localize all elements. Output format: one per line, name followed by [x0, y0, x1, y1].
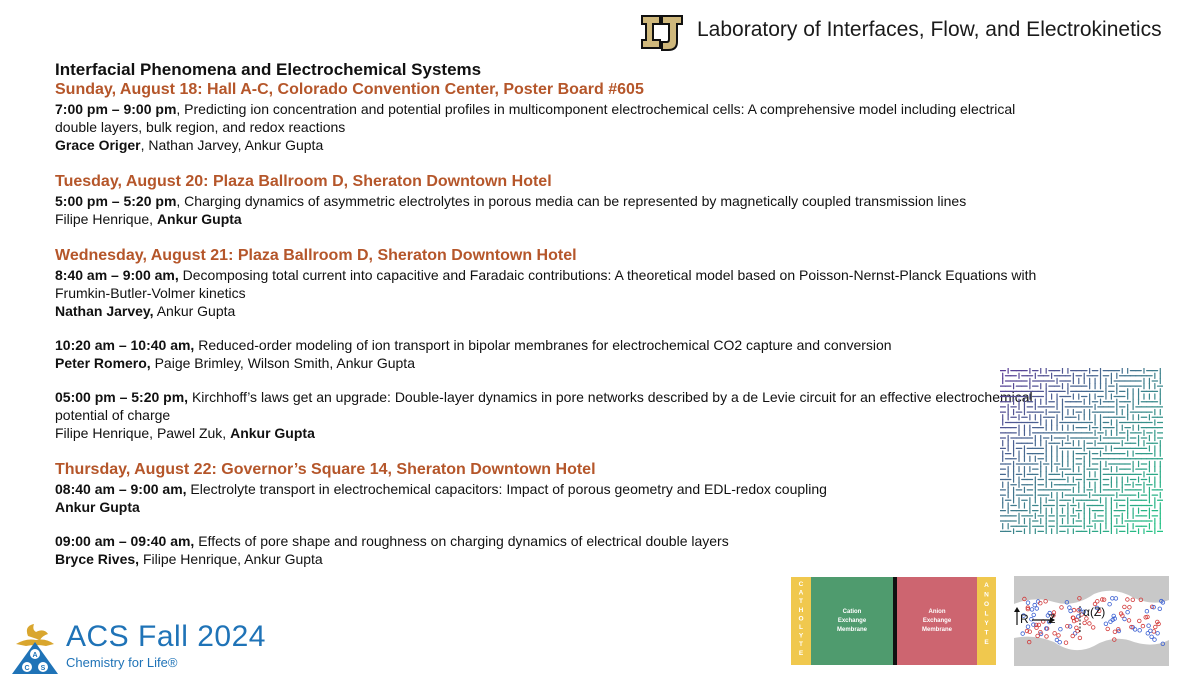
anion-label-3: Membrane	[921, 627, 953, 633]
talk-title: Decomposing total current into capacitive and Faradaic contributions: A theoretical model based on Poisson-Nernst-Planck Equations with Frumkin-Butler-Volmer kinetics	[55, 267, 1037, 301]
talk-authors	[55, 424, 1055, 442]
coauthors: Filipe Henrique, Ankur Gupta	[139, 551, 323, 567]
talk-authors	[55, 302, 1055, 320]
talk-title: , Predicting ion concentration and potential profiles in multicomponent electrochemical cells: A comprehensive model including electrical double layers, bulk region, and redox reactions	[55, 101, 1016, 135]
coauthors: Ankur Gupta	[153, 303, 236, 319]
talk-authors	[55, 210, 1055, 228]
z-label: Z	[1048, 612, 1056, 626]
coauthors: Paige Brimley, Wilson Smith, Ankur Gupta	[150, 355, 415, 371]
talk-title: Effects of pore shape and roughness on charging dynamics of electrical double layers	[194, 533, 729, 549]
talk-sunday-1	[55, 100, 1055, 136]
anolyte-label: A N O L Y T E	[983, 582, 990, 646]
talk-time: 08:40 am – 9:00 am,	[55, 481, 187, 497]
bipolar-membrane-figure	[791, 577, 996, 665]
talk-wednesday-3	[55, 388, 1055, 424]
talk-authors	[55, 354, 1055, 372]
talk-time: 8:40 am – 9:00 am,	[55, 267, 179, 283]
talk-wednesday-2	[55, 336, 1055, 354]
cation-label-3: Membrane	[836, 627, 868, 633]
alpha-label: α(Z)	[1083, 605, 1106, 619]
talk-time: 09:00 am – 09:40 am,	[55, 533, 195, 549]
cation-label-2: Exchange	[837, 618, 867, 624]
talk-title: Electrolyte transport in electrochemical capacitors: Impact of porous geometry and EDL-redox coupling	[186, 481, 827, 497]
cation-label-1: Cation	[842, 609, 862, 615]
acs-event-title: ACS Fall 2024	[66, 620, 266, 653]
talk-time: 5:00 pm – 5:20 pm	[55, 193, 177, 209]
presenter: Ankur Gupta	[156, 211, 242, 227]
anion-label-2: Exchange	[922, 618, 952, 624]
talk-tuesday-1	[55, 192, 1055, 210]
schedule	[55, 59, 1055, 568]
presenter: Peter Romero,	[55, 355, 151, 371]
day-heading-wednesday: Wednesday, August 21: Plaza Ballroom D, Sheraton Downtown Hotel	[55, 247, 577, 264]
talk-authors	[55, 498, 1055, 516]
acs-logo-icon	[6, 622, 64, 678]
presenter: Grace Origer	[55, 137, 141, 153]
session-title: Interfacial Phenomena and Electrochemical Systems	[55, 60, 482, 79]
talk-wednesday-1	[55, 266, 1055, 302]
acs-tagline: Chemistry for Life®	[66, 655, 178, 670]
talk-time: 05:00 pm – 5:20 pm,	[55, 389, 189, 405]
talk-title: Kirchhoff’s laws get an upgrade: Double-layer dynamics in pore networks described by a de Levie circuit for an effective electrochemical potential of charge	[55, 389, 1033, 423]
cu-buffaloes-logo-icon	[640, 12, 684, 52]
talk-title: , Charging dynamics of asymmetric electrolytes in porous media can be represented by magnetically coupled transmission lines	[176, 193, 967, 209]
coauthors: Filipe Henrique, Pawel Zuk,	[55, 425, 231, 441]
presenter: Nathan Jarvey,	[55, 303, 154, 319]
day-heading-tuesday: Tuesday, August 20: Plaza Ballroom D, Sheraton Downtown Hotel	[55, 173, 552, 190]
talk-time: 7:00 pm – 9:00 pm	[55, 101, 177, 117]
membrane-junction	[893, 577, 897, 665]
talk-title: Reduced-order modeling of ion transport in bipolar membranes for electrochemical CO2 capture and conversion	[194, 337, 892, 353]
svg-text:C: C	[24, 665, 30, 672]
day-heading-sunday: Sunday, August 18: Hall A-C, Colorado Convention Center, Poster Board #605	[55, 81, 644, 98]
rough-pore-figure	[1014, 576, 1169, 666]
talk-time: 10:20 am – 10:40 am,	[55, 337, 195, 353]
presenter: Bryce Rives,	[55, 551, 140, 567]
talk-authors	[55, 136, 1055, 154]
svg-text:A: A	[32, 652, 38, 659]
presenter: Ankur Gupta	[230, 425, 315, 441]
svg-text:S: S	[40, 665, 46, 672]
presenter: Ankur Gupta	[55, 499, 140, 515]
anion-label-1: Anion	[928, 609, 946, 615]
r-label: R	[1020, 612, 1029, 626]
coauthors: Filipe Henrique,	[55, 211, 157, 227]
talk-thursday-2	[55, 532, 1055, 550]
catholyte-label: C A T H O L Y T E	[798, 581, 804, 657]
pore-network-figure	[1000, 368, 1163, 534]
talk-thursday-1	[55, 480, 1055, 498]
lab-name: Laboratory of Interfaces, Flow, and Electrokinetics	[697, 18, 1162, 41]
day-heading-thursday: Thursday, August 22: Governor’s Square 14, Sheraton Downtown Hotel	[55, 461, 596, 478]
coauthors: , Nathan Jarvey, Ankur Gupta	[140, 137, 324, 153]
talk-authors	[55, 550, 1055, 568]
